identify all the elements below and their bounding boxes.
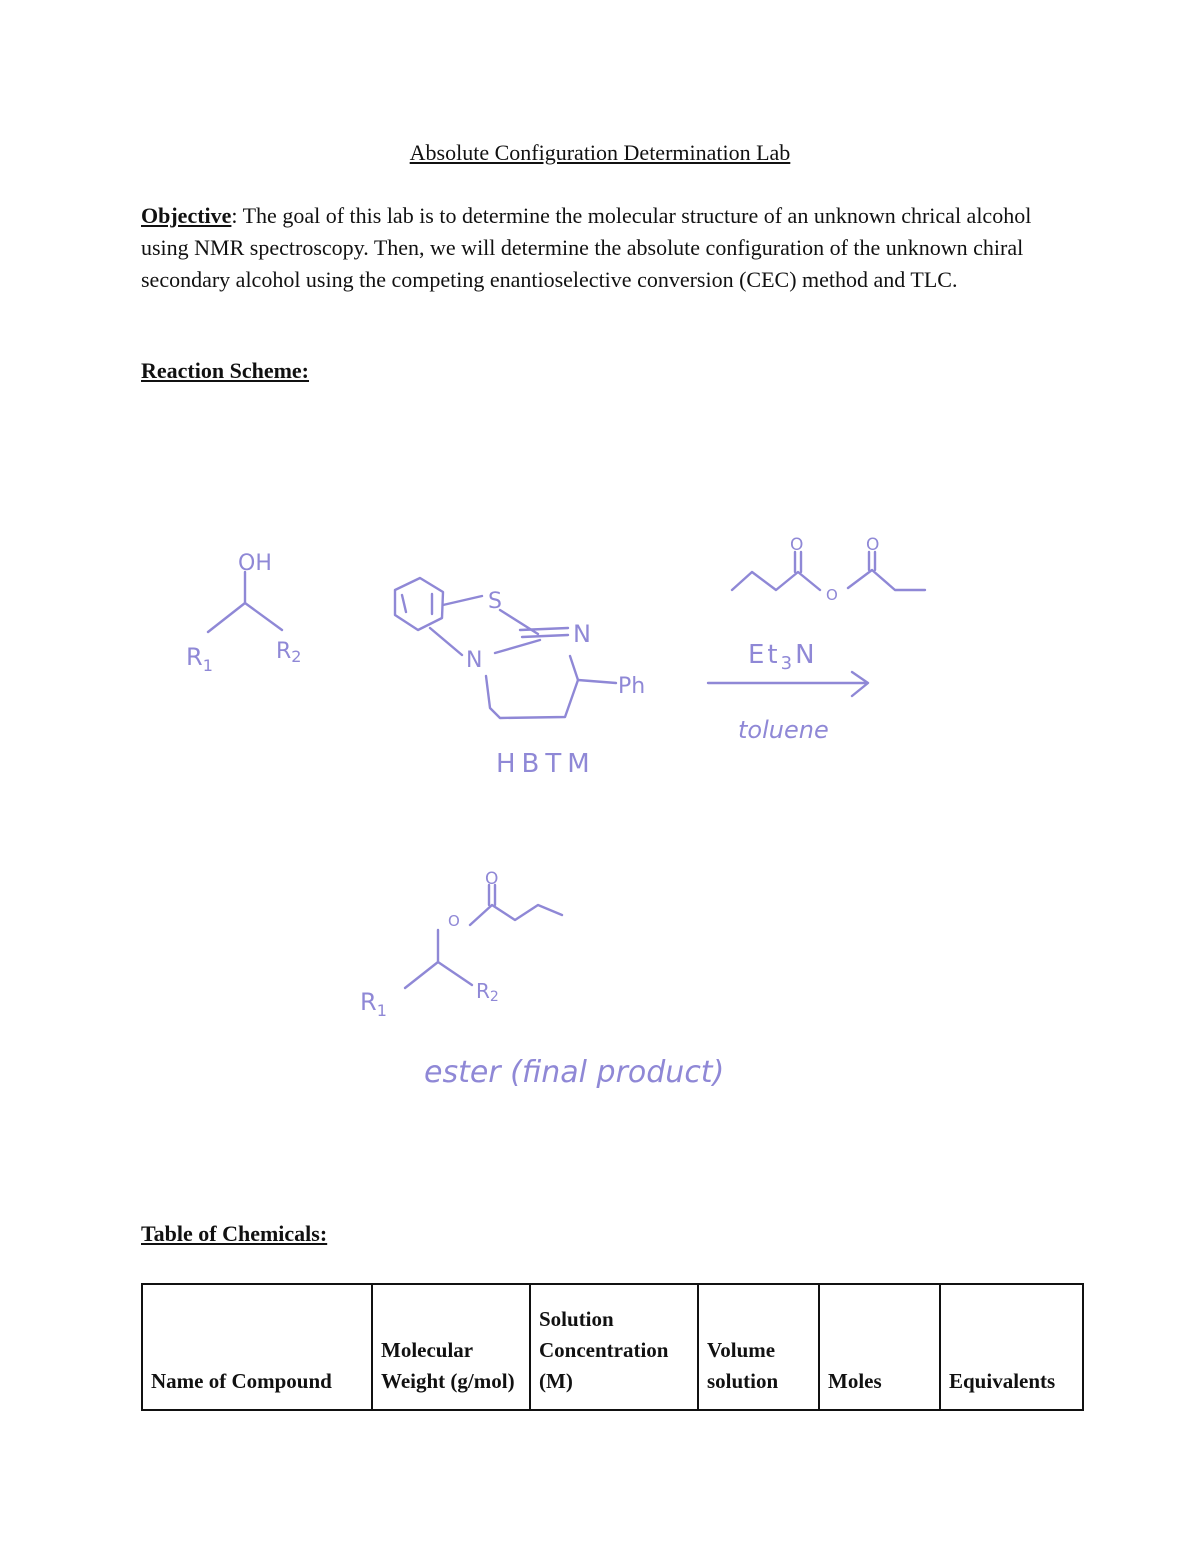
anhydride-right-chain bbox=[848, 570, 925, 590]
product-r1-label: $R_1$ bbox=[360, 988, 387, 1020]
alcohol-structure bbox=[186, 551, 301, 675]
anhydride-o-top-left: O bbox=[790, 535, 804, 555]
alcohol-oh-label: OH bbox=[238, 551, 272, 576]
imine-n-label: N bbox=[573, 620, 591, 648]
nitrogen-carbon-bond bbox=[495, 640, 540, 653]
col-molecular-weight: Molecular Weight (g/mol) bbox=[372, 1284, 530, 1410]
alcohol-bonds bbox=[208, 572, 282, 632]
benzene-inner-bonds bbox=[402, 594, 432, 614]
imine-double-bond bbox=[520, 628, 568, 637]
anhydride-o-top-right: O bbox=[866, 535, 880, 555]
anhydride-left-chain bbox=[732, 572, 820, 590]
product-core-bonds bbox=[405, 930, 472, 988]
col-solution-concentration: Solution Concentration (M) bbox=[530, 1284, 698, 1410]
document-title: Absolute Configuration Determination Lab bbox=[409, 140, 791, 165]
ring-to-sulfur-bond bbox=[443, 596, 482, 605]
col-name-of-compound: Name of Compound bbox=[142, 1284, 372, 1410]
base-label: $Et_3N$ bbox=[748, 640, 818, 674]
hbtm-label: HBTM bbox=[496, 749, 596, 779]
product-acyl-chain bbox=[470, 905, 562, 925]
alcohol-r2-label: R2 bbox=[276, 639, 302, 666]
chemicals-header-row bbox=[142, 1284, 1083, 1410]
pyrimidine-ring bbox=[486, 656, 578, 718]
phenyl-label: Ph bbox=[618, 674, 646, 699]
product-r2-label: R2 bbox=[476, 979, 499, 1005]
reaction-conditions bbox=[708, 640, 868, 744]
phenyl-bond bbox=[578, 680, 616, 683]
col-moles: Moles bbox=[819, 1284, 940, 1410]
col-equivalents: Equivalents bbox=[940, 1284, 1083, 1410]
ester-product-structure bbox=[360, 869, 724, 1090]
col-volume-solution: Volume solution bbox=[698, 1284, 819, 1410]
objective-text: : The goal of this lab is to determine the molecular structure of an unknown chrical alcohol using NMR spectroscopy. Then, we will determine the absolute configuration of the unknown chiral secondary alcohol using the competing enantioselective conversion (CEC) method and TLC. bbox=[141, 203, 1032, 292]
anhydride-structure bbox=[732, 535, 925, 604]
solvent-label: toluene bbox=[738, 716, 829, 744]
reaction-arrow bbox=[708, 672, 868, 696]
benzene-ring bbox=[395, 578, 443, 630]
ring-n-label: N bbox=[466, 648, 483, 673]
ring-to-nitrogen-bond bbox=[430, 628, 462, 655]
anhydride-o-bridge: O bbox=[826, 586, 838, 604]
objective-label: Objective bbox=[141, 203, 232, 228]
sulfur-label: S bbox=[488, 589, 502, 614]
product-caption: ester (final product) bbox=[424, 1055, 725, 1090]
product-o-carbonyl: O bbox=[485, 869, 499, 889]
anhydride-left-carbonyl bbox=[795, 552, 801, 572]
chemicals-table bbox=[141, 1283, 1084, 1411]
table-of-chemicals-heading: Table of Chemicals: bbox=[141, 1221, 328, 1246]
hbtm-catalyst-structure bbox=[395, 578, 645, 779]
product-o-ester: O bbox=[448, 912, 460, 930]
alcohol-r1-label: $R_1$ bbox=[186, 643, 213, 675]
reaction-scheme-heading: Reaction Scheme: bbox=[141, 358, 310, 383]
